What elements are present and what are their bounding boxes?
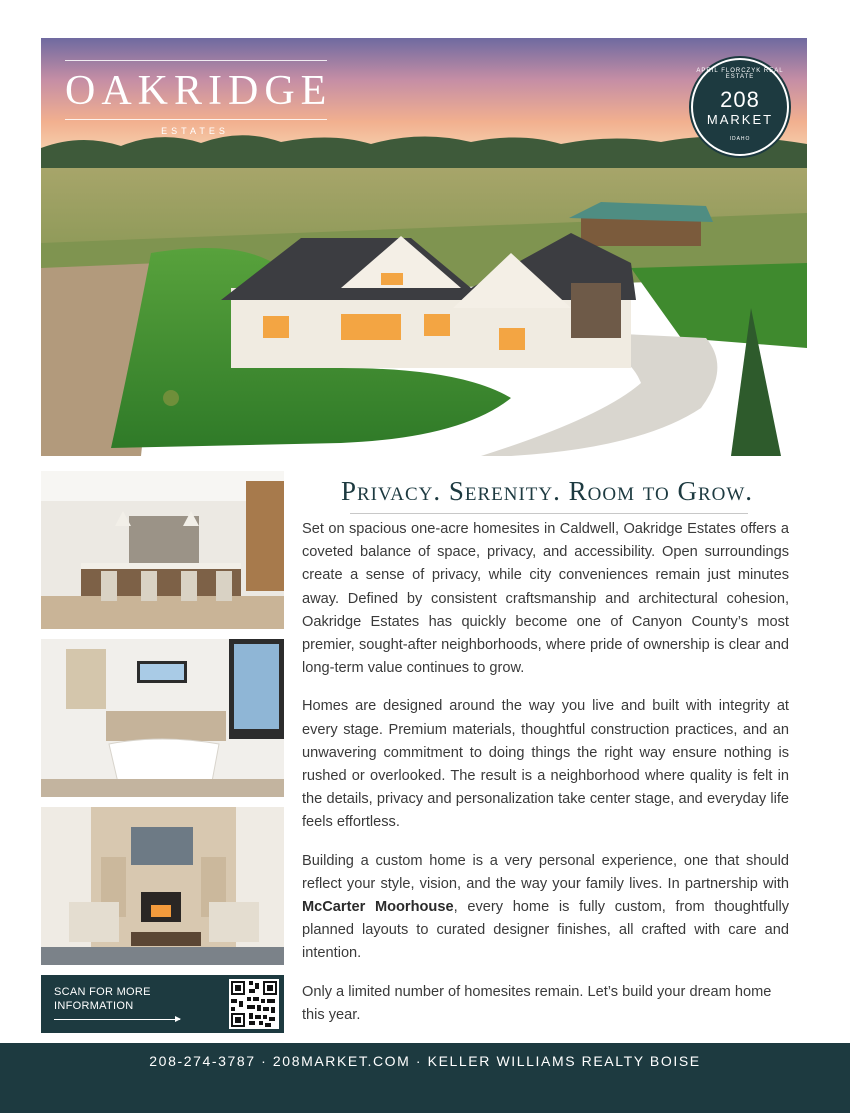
kitchen-photo [41, 471, 284, 629]
brand-logo [65, 60, 333, 136]
paragraph-custom-home [302, 850, 789, 966]
paragraph-quality: Homes are designed around the way you live and built with integrity at every stage. Premium materials, thoughtful construction practices, and an unwavering commitment to doing things the right way ensure nothing is rushed or overlooked. The result is a neighborhood where quality is felt in the details, privacy and personalization take center stage, and everyday life feels effortless. [302, 698, 789, 831]
headline-divider [350, 513, 748, 514]
brand-subtitle: ESTATES [161, 126, 229, 136]
badge-ring-bottom-text: IDAHO [729, 136, 751, 142]
badge-ring-top-text: APRIL FLORCZYK REAL ESTATE [696, 68, 784, 80]
kitchen-image [41, 471, 284, 629]
arrow-right-icon [54, 1019, 180, 1020]
footer-contact[interactable]: 208-274-3787 · 208MARKET.COM · KELLER WILLIAMS REALTY BOISE [149, 1053, 701, 1069]
paragraph-custom-home-end: , every home is fully custom, from thoughtfully planned layouts to curated designer finishes, all crafted with care and intention. [302, 899, 789, 962]
badge-word: MARKET [706, 112, 774, 127]
paragraph-call-to-action: Only a limited number of homesites remain. Let’s build your dream home this year. [302, 983, 772, 1023]
living-room-image [41, 807, 284, 965]
208-market-badge [691, 58, 789, 156]
living-room-photo [41, 807, 284, 965]
paragraph-intro: Set on spacious one-acre homesites in Caldwell, Oakridge Estates offers a coveted balance of space, privacy, and accessibility. Open surroundings create a sense of privacy, while city conveniences remain just minutes away. Defined by consistent craftsmanship and architectural cohesion, Oakridge Estates has quickly become one of Canyon County’s most premier, sought-after neighborhoods, where pride of ownership is clear and long-term value continues to grow. [302, 521, 789, 677]
bathroom-photo [41, 639, 284, 797]
footer-bar [0, 1043, 850, 1113]
brand-rule-bottom [65, 119, 327, 120]
brand-rule-top [65, 60, 327, 61]
body-copy [302, 518, 789, 1042]
bathroom-image [41, 639, 284, 797]
qr-label: SCAN FOR MORE INFORMATION [54, 986, 151, 1012]
hero-photo [41, 38, 807, 456]
paragraph-custom-home-start: Building a custom home is a very personal experience, one that should reflect your style, vision, and the way your family lives. In partnership with [302, 852, 789, 892]
builder-name: McCarter Moorhouse [302, 899, 454, 916]
headline: Privacy. Serenity. Room to Grow. [340, 476, 754, 506]
qr-code-icon[interactable] [229, 979, 279, 1029]
badge-number: 208 [720, 87, 760, 112]
brand-name: OAKRIDGE [65, 68, 333, 114]
qr-callout[interactable] [41, 975, 284, 1033]
